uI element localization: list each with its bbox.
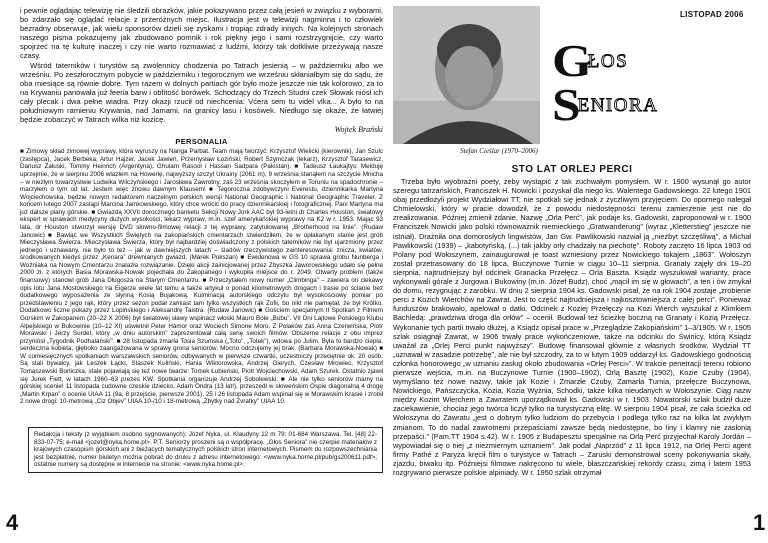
editorial-box: Redakcja i teksty (z wyjątkiem osobno sygnowanych): Józef Nyka, ul. Klaudyny 12 m 79: 01-684 Warszawa. Tel. [48] 22-833-07-75; e-mail <jozef@nyka.home.pl>. P.T. Seniorzy proszeni są o współpracę. „Głos Seniora” nie czerpie materiałów z krajowych czasopism górskich ani z bieżących tematycznych polskich stron internetowych. Pismem do rozpowszechniania jest bezpłatnie, numer biuletyn można pobrać do druku z adresu internetowego: <www.nyka.home.pl/pub/gs200611.pdf>; ostatnie numery są dostępne w internecie na stronie: <www.nyka.home.pl>.	[28, 427, 383, 473]
portrait-image	[393, 6, 540, 144]
issue-date: LISTOPAD 2006	[680, 10, 744, 19]
logo-line-1	[552, 35, 629, 86]
photo-caption: Stefan Cieślar (1970–2006)	[460, 147, 538, 155]
personalia-title: PERSONALIA	[175, 137, 228, 147]
article-body: Trzeba było wyobraźni poety, żeby wystąpić z tak zuchwałym pomysłem. W r. 1900 wysunął go autor szeregu tatrzańskich, Franciszek H. Nowicki i pozyskał dla niego ks. Walentego Gadowskiego. 22 lutego 1901 obaj przedłożyli projekt Wydziałowi TT, nie spotkali się jednak z życzliwym przyjęciem. Do opornego nalegał Chmielowski, który w pracie dowodził, że z powodu niedostępności terenu zamierzenie jest nie do zrealizowania. Później zmienił zdanie. Nazwę „Orla Perć”, jak podaje ks. Gadowski, zaproponował w r. 1900 Franciszek Nowicki jako polski równoważnik niemieckiego „Gratwanderung” (wyraz „Kletterstieg” jeszcze nie istniał). Drażniła ona domorosłych lingwistów, Jan Gw. Pawlikowski nazwał ją „niezbyt szczęśliwą”, a Michał Pawlikowski (1939) – „kabotyńską, (...) tak jakby orły chadzały na piechotę”. Roboty zaczęto 16 lipca 1903 od Polany pod Wołoszynem, zainaugurował je toast wzniesiony przez Nowickiego tokajem „1863”. Wołoszyn został przetrasowany do 18 lipca, Buczynowe Turnie w ciągu 10–11 sierpnia. Granaty zajęły dni 19–20 sierpnia, najtrudniejszy był odcinek Granacka Przełęcz – Orla Baszta. Ksiądz wyszukiwał warianty, prace wykonywali górale z Jurgowa i Bukowiny (m.in. Józef Budz), choć „mącił im się w głowach”, a ten i ów zmykał do domu, rezygnując z zarobku. W dniu 2 sierpnia 1904 ks. Gadowski pisał, że na rok 1904 zostaje „zrobienie perci z Kozich Wierchów na Zawrat. Jest to część najtrudniejsza i najkosztowniejsza z całej perci”. Ponieważ funduszów brakowało, apelował o datki. Odcinek z Koziej Przełęczy na Kozi Wierch wyszukał z Klimkiem Bachledą: „prawdziwa droga dla orłów” – ocenił. Budował też ścieżkę boczną na Granaty i Kozią Przełęcz. Wykonanie tych partii trwało dłużej, a Ksiądz opisał prace w „Przeglądzie Zakopiańskim” 1–3/1905. W r. 1905 szlak osiągnął Zawrat, w 1906 trwały prace wykończeniowe, także na odcinku do Świnicy, którą Ksiądz uważał za „Orlej Perci punkt najwyższy”. Budowę finansował głównie z własnych środków, Wydział TT „uznawał w zasadzie potrzebę”, ale nie był szczodry, za to w lutym 1909 oddarzył ks. Gadowskiego godnością członka honorowego „w uznaniu zasług około zbudowania «Orlej Perci»”. W trakcie penetracji terenu robiono pierwsze wejścia, m.in. na Buczynowe Turnie (1900–1902), Orlą Basztę (1902), Kozie Czuby (1904), wymyślano też nowe nazwy, takie jak Kozie i Zmarzłe Czuby, Zamarła Turnia, przełęcze Buczynowa, Nowickiego, Pańszczycka, Kozia, Kozia Wyżnia, Schodki, także kilka nieudanych w Wołoszynie. Ciąg nazw między Kozim Wierchem a Zawratem uporządkował ks. Gadowski w r. 1903. Nowatorski szlak budził duże zaciekawienie, chociaż jego twórca liczył tylko na turystyczną elitę. W sierpniu 1904 pisał, że cała ścieżka od Wołoszyna do Zawratu „jest o dobrym tylko ludziom do przebycia i podlega tylko raz na kilka lat zwykłym zmianom. To do nadal zawrotnemi przepaściami zawsze będą niedostępne, bo liny i klamry nie zasłonią przepaści.” (Pam.TT 1904 s.42). W r. 1905 z Budapesztu specjalnie na Orlą Perć przyjechał Karoly Jordán – wypowiadał się o niej „z niezmiernym uznaniem”. Jak podał „Naprzód” z 11 lipca 1912, na Orlej Perci agent firmy Pathé z Paryża kręcił film o turystyce w Tatrach – Zaruski demonstrował sceny pokonywania skały, zjazdu, biwaku itp. Późniejsi filmowe nakręcono tu wiele, błaszczańskiej rekordy czasu, zimą i latem 1953 rozgrywano pierwsze polskie alpiniady. W r. 1950 szlak otrzymał	[393, 177, 751, 477]
intro-signature: Wojtek Brański	[334, 125, 383, 135]
personalia-text: ■ Zimowy skład zimowej wyprawy, która wyruszy na Nanga Parbat. Team mają tworzyć: Krzysztof Wielicki (kierownik), Jan Szulc (zastępca), Jacek Berbeka, Artur Hajzer, Jacek Jawień, Przemysław Łoziński, Robert Szymczak (lekarz), Krzysztof Tarasewicz, Dariusz Załuski, Tommy Heinrich (Argentyna), Ghulam Rasool i Hassan Sadpara (Pakistan). ■ Tadeusz Łaukajtys: Melduję uprzejmie, że w sierpniu 2006 wlazłem na Howerlę, najwyższy szczyt Ukrainy (2061 m), 9 września stanąłem na szczycie Mnicha – w niezłym towarzystwie Ludwika Wilczyńskiego i Jarosława Zawrotny, zaś 23 września skoczyłem w Toruniu na spadochronie – marzyłem o tym od lat. Jestem więc znowu dawnym Klausem! ■ Tegoroczna zdobywczyni Everestu, dziennikarka Martyna Wojciechowska, będzie nowym redaktorem naczelnym polskich wersji National Geographic i National Geographic Traveler. Z końcem lutego 2007 zastąpi Marcina Jamkowskiego, który chce wrócić do pracy dziennikarskiej i fotograficznej. Pani Martyna ma już dalsze plany górskie. ■ Gwiazdą XXVII dorocznego banketu Sekcji Nowy Jork AAC był 93-letni dr Charles Houston, światowy ekspert w sprawach medycyny dużych wysokości, lekarz wypraw, m.in. szef amerykańskiej wyprawy na K2 w r. 1953. Mając 93 lata, dr Houston stworzył wersję DVD słowno-filmowej relacji z tej wyprawy, zatytułowanej „Brotherhood na linie”. (Rudaw Janowic) ■ Bawiąc we Wszystkich Świętych na zakopiańskich cmentarzach stwierdziłem, że w opłakanym stanie jest grób Mieczysława Świerza. Mieczysława Świerza, który był najbardziej doświadczony z polskich taterników nie był ujarzmiony przez jednego i uznawany, nie było to też – jak w dawniejszych latach – śladów rzeczywistego zainteresowania: znicza, kwiatów, środkowanych kiedyś przez „Kenara” drewnianych gwiazd. (Marek Pokszan) ■ Ewidenowa w GS 10 sprawa grobu Nunberga i Woźniaka na Nowym Cmentarzu znalazła rozwiązanie. Dzięki akcji zainicjowanej przez Zbyszka Jaworowskiego udało się pełne 2000 zł. z których Basia Morawska-Nowak pojechała do Zakopanego i wykupiła miejsce do r. 2049. Otwarty problem (także finansowy) stanowi grób Jana Długosza na Starym Cmentarzu. ■ Przeczytałem nowy numer „Climbinga” – zawiera on ciekawy opis lotu Jana Mostowskiego na Eigerze wiele lat temu a także artykuł o ponad kilometrowych drogach i trasie po ścianie bez dodatkowego wyposażenia ze słynną Kosią Bujakową. Kulminacją autorskiego odczytu był wysokościowy pomiar po przedstawieniu z jego rąk, który przez sezon podał zamiast tam tylko wszystkich rąk Zofii, bo nikt nie pamiętał, że był Krótko. Dodatkowo liczne pokazy przez Lopińskiego i Aleksandrę Taistra. (Rudaw Janowic) ■ Gościem specjalnym II Spotkań z Filmem Górskim w Zakopanem (20–22 X 2006) był światowej sławy wspinacz włoski Mauro Bole „Bubu”. VII Dni Lajtowe Polskiego Klubu Alpejskiego w Bukowinie (10–12 XI) uświetnił Peter Hámor oraz Wociech Simone Moro. Z Polaków zaś Anna Czerwińska, Piotr Morawski i Jerzy Surdel, który „w dniu autorskim” zaprezentował całą serię swoich filmów. Obszerne relacje z obu imprez przyniósł „Tygodnik Podhalański”. ■ 28 listopada zmarła Tosia Szumska („Toto”, „Totek”), wdowa po Julim. Była to bardzo ciepła, serdeczna kobieta, głęboko zaangażowana w sprawy grona seniorów. Mocno odczujemy jej brak. (Barbara Morawska-Nowak) ■ W comiesięcznych spotkaniach warszawskich seniorów, odbywanych w pierwsze czwartki, uczestniczy przeciętnie ok. 20 osób. Są stali bywalcy, jak Leszek Łącki, Staszek Kuliński, Hania Wiktorowska, Andrzej Gierych, Czesław Mrowiec, Krzysztof Tomaszewski Borliczka, stale pojawiają się też nowe twarze: Tomek Łubieński, Piotr Wojciechowski, Adam Szurek. Ostatnio zjawił się Jurek Fiett, w latach 1960–63 prezes KW. Spotkania organizuje Andrzej Sobolewski. ■ Ale nie tylko seniorów mamy na górskiej scenie! 11 listopada cudowne czeskie dziecko, Adam Ondra (13 lat!), przeszedł w słoweńskim Ospie diagonalną 4 drogę „Martin Krpan” o ocenie UIAA 11 (9a, 8 przejście, pierwsze 2001). 25 i 26 listopada Adam wspinał się w Morawskim Krasie i zrobił 2 nowe drogi: 10-metrową „Ciz Objev” UIAA 10-/10 i 18-metrową „Zbytky nad Zvratky” UIAA 10.	[20, 148, 383, 406]
masthead-logo	[552, 35, 732, 130]
page-number-right: 1	[753, 510, 766, 535]
intro-paragraph: Wśród taterników i turystów są zwolennicy chodzenia po Tatrach jesienią – w październiku albo we wrześniu. Po zeszłorocznym pobycie w październiku i tegorocznym we wrześniu skłaniałbym się do sądu, że oba miesiące są równie dobre. Tym razem w dolnych partiach gór było może jeszcze nie tak kolorowo, za to na Krywaniu panowała już feeria barw i obfitość borówek. Schodzący do Trzech Studni czek Słowak niósł ich cały plecak i dwa pełne wiadra. Przy okazji rzucił od niechcenia: Vćera sem tu videl vlka... A było to na południowym ramieniu Krywania, nad Jamami, na granicy lasu i kosówek. Niedługo się okaże, że łatwiej będzie zobaczyć w Tatrach wilka niż kozicę.	[20, 60, 383, 125]
page-number-left: 4	[6, 510, 19, 535]
logo-word-seniora: ENIORA	[577, 95, 659, 116]
left-column	[20, 6, 383, 406]
portrait-photo	[393, 6, 540, 144]
logo-initial-g: G	[552, 35, 593, 86]
intro-paragraph: i pewnie oglądając telewizję nie śledzili obrazków, jakie pokazywano przez całą jesień w związku z wyborami, bo zdarzało się oglądać relacje z przeróżnych miejsc. Ilustracja jest w telewizji nagminna i to człowiek bezradny obserwuje, jak wielu sponsorów dzieli się zyskami i tropiąc zdrady innych. Na kolejnych stronach naszego pisma pokazujemy jak zbudowano pomnik i rok piękny jego i sami rozstrzygnijcie, czy warto spojrzeć na tę kulturę inaczej i czy nie warto rozmawiać z ludźmi, którzy tak dotkliwie przeżywają nasze czasy.	[20, 6, 383, 61]
logo-word-glos: ŁOS	[587, 51, 629, 72]
logo-initial-s: S	[552, 79, 581, 130]
intro-text	[20, 6, 383, 124]
article-title: STO LAT ORLEJ PERCI	[511, 164, 633, 175]
logo-line-2	[552, 79, 659, 130]
